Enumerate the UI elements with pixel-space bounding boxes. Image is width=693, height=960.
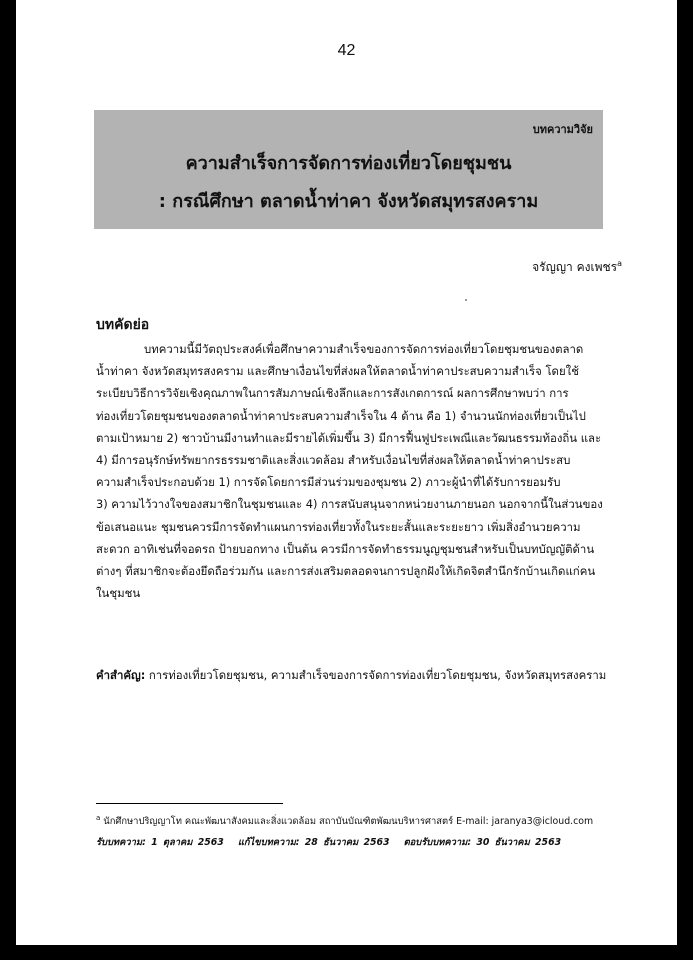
abstract-line: สะดวก อาทิเช่นที่จอดรถ ป้ายบอกทาง เป็นต้น ควรมีการจัดทำธรรมนูญชุมชนสำหรับเป็นบทบัญญัติด้าน (96, 541, 595, 556)
footnote-divider (96, 803, 283, 804)
accepted-date: ตอบรับบทความ: 30 ธันวาคม 2563 (403, 837, 562, 848)
author-name: จรัญญา คงเพชร (532, 260, 618, 274)
abstract-line: บทความนี้มีวัตถุประสงค์เพื่อศึกษาความสำเร็จของการจัดการท่องเที่ยวโดยชุมชนของตลาด (144, 342, 584, 356)
abstract-line: 3) ความไว้วางใจของสมาชิกในชุมชนและ 4) การสนับสนุนจากหน่วยงานภายนอก นอกจากนี้ในส่วนของ (96, 497, 603, 512)
abstract-body (96, 338, 616, 604)
abstract-line: ท่องเที่ยวโดยชุมชนของตลาดน้ำท่าคาประสบความสำเร็จใน 4 ด้าน คือ 1) จำนวนนักท่องเที่ยวเป็นไป (96, 408, 586, 423)
footnote-text: นักศึกษาปริญญาโท คณะพัฒนาสังคมและสิ่งแวดล้อม สถาบันบัณฑิตพัฒนบริหารศาสตร์ E-mail: jaranya3@icloud.com (103, 816, 594, 828)
abstract-line: 4) มีการอนุรักษ์ทรัพยากรธรรมชาติและสิ่งแวดล้อม สำหรับเงื่อนไขที่ส่งผลให้ตลาดน้ำท่าคาประสบ (96, 452, 571, 467)
abstract-line: ในชุมชน (96, 586, 141, 601)
abstract-heading: บทคัดย่อ (96, 317, 150, 333)
author-footnote-marker: a (617, 259, 622, 268)
page-number: 42 (337, 42, 356, 59)
abstract-line: ตามเป้าหมาย 2) ชาวบ้านมีงานทำและมีรายได้เพิ่มขึ้น 3) มีการฟื้นฟูประเพณีและวัฒนธรรมท้องถิ่น และ (96, 430, 602, 445)
received-date: รับบทความ: 1 ตุลาคม 2563 (96, 837, 224, 848)
abstract-line: ต่างๆ ที่สมาชิกจะต้องยึดถือร่วมกัน และการส่งเสริมตลอดจนการปลูกฝังให้เกิดจิตสำนึกรักบ้านเกิดแก่คน (96, 563, 596, 578)
author (532, 258, 622, 277)
stray-dot (465, 299, 467, 301)
keywords-label: คำสำคัญ: (96, 668, 146, 682)
keywords-text: การท่องเที่ยวโดยชุมชน, ความสำเร็จของการจัดการท่องเที่ยวโดยชุมชน, จังหวัดสมุทรสงคราม (148, 668, 607, 682)
article-dates (96, 835, 561, 850)
title-box (94, 110, 603, 229)
abstract-line: ระเบียบวิธีการวิจัยเชิงคุณภาพในการสัมภาษณ์เชิงลึกและการสังเกตการณ์ ผลการศึกษาพบว่า การ (96, 386, 569, 401)
keywords (96, 667, 606, 685)
abstract-line: น้ำท่าคา จังหวัดสมุทรสงคราม และศึกษาเงื่อนไขที่ส่งผลให้ตลาดน้ำท่าคาประสบความสำเร็จ โดยใช้ (96, 364, 579, 379)
article-type-label: บทความวิจัย (532, 123, 593, 136)
footnote-marker: a (96, 814, 101, 822)
document-page (16, 0, 677, 945)
footnote (96, 814, 593, 829)
abstract-line: ความสำเร็จประกอบด้วย 1) การจัดโดยการมีส่วนร่วมของชุมชน 2) ภาวะผู้นำที่ได้รับการยอมรับ (96, 475, 561, 490)
article-title-line-1: ความสำเร็จการจัดการท่องเที่ยวโดยชุมชน (185, 153, 512, 174)
revised-date: แก้ไขบทความ: 28 ธันวาคม 2563 (237, 837, 390, 848)
article-title-line-2: : กรณีศึกษา ตลาดน้ำท่าคา จังหวัดสมุทรสงคราม (158, 191, 539, 212)
abstract-line: ข้อเสนอแนะ ชุมชนควรมีการจัดทำแผนการท่องเที่ยวทั้งในระยะสั้นและระยะยาว เพิ่มสิ่งอำนวยความ (96, 519, 581, 534)
